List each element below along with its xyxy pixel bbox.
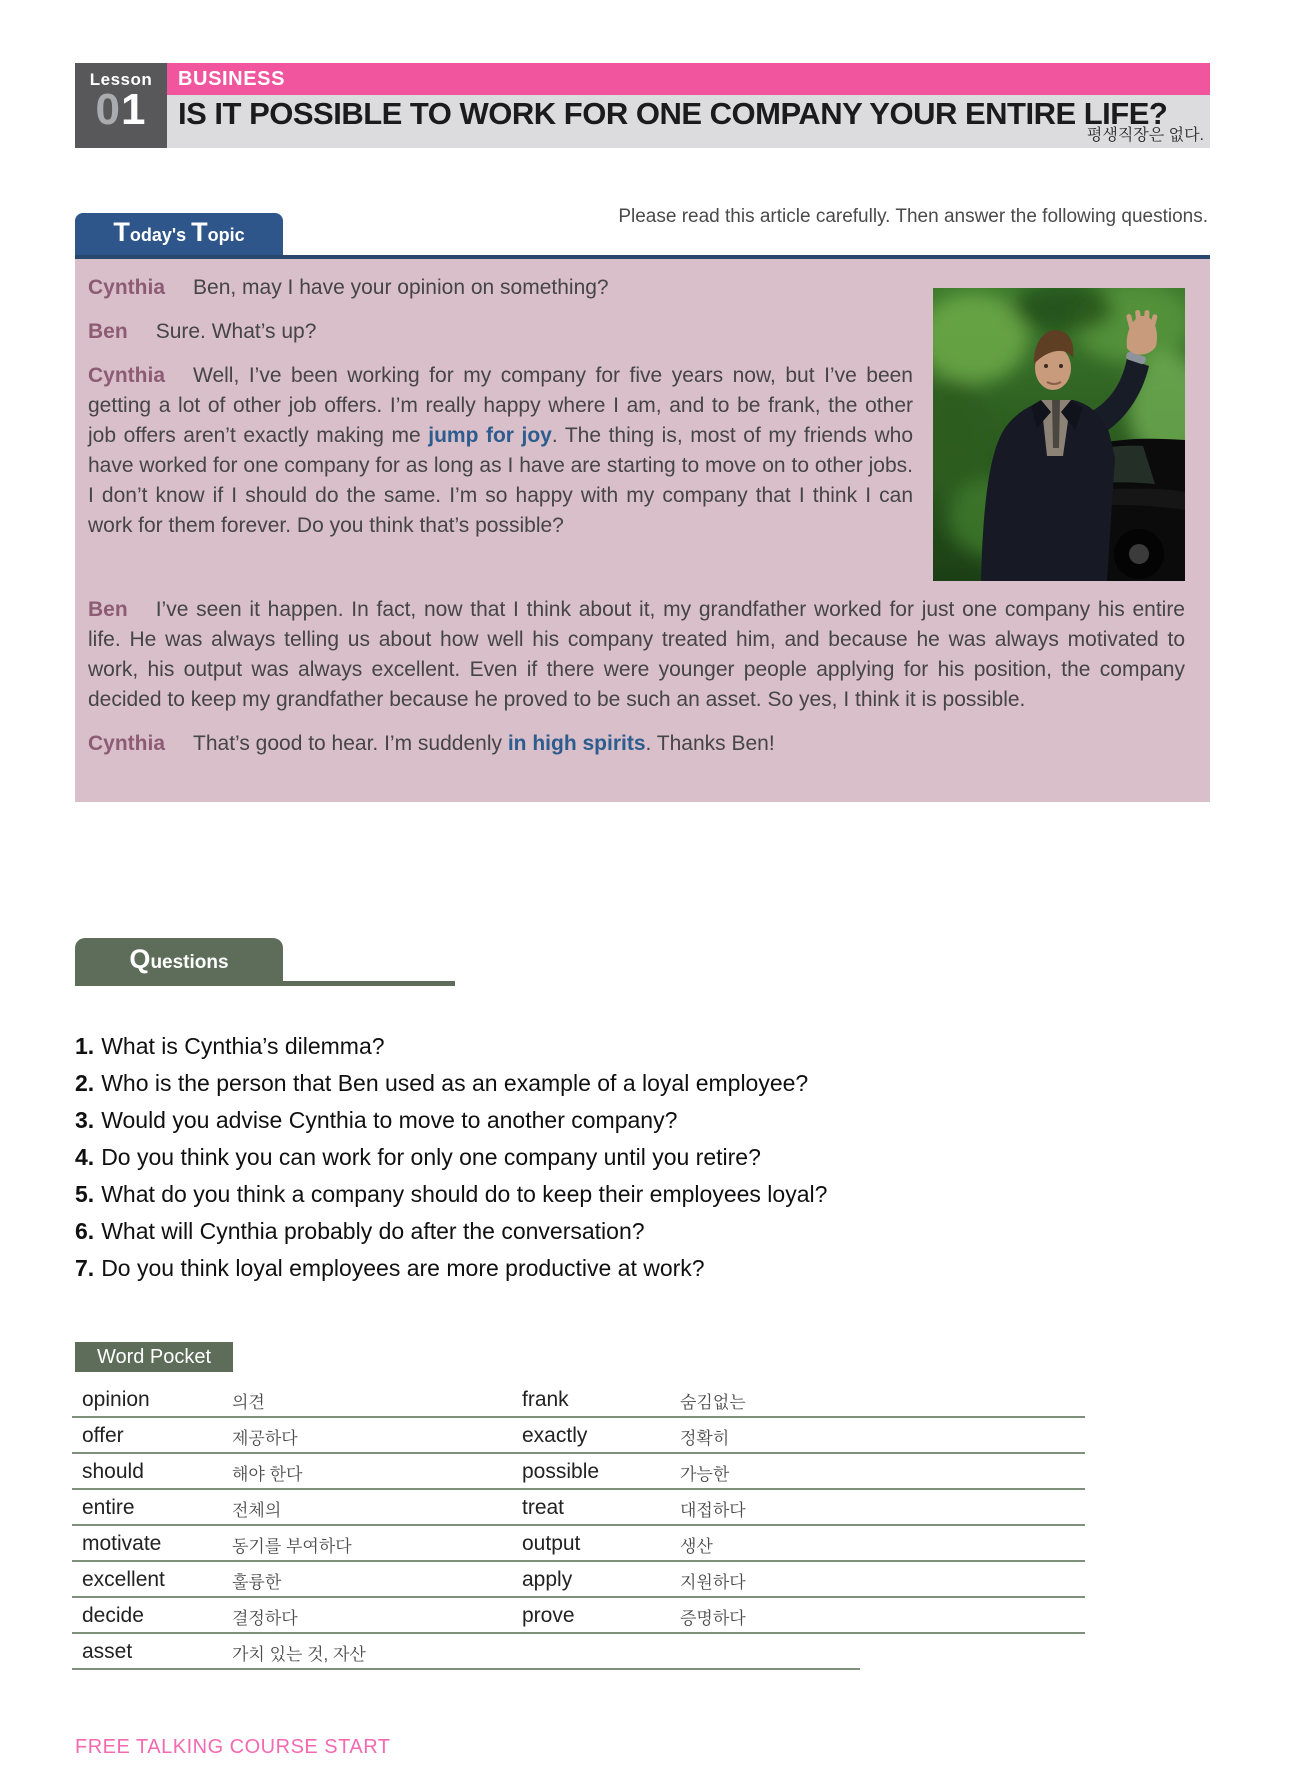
question-number: 5. [75,1181,95,1207]
questions-list [75,1033,1135,1292]
question-text: Do you think you can work for only one company until you retire? [101,1144,761,1170]
word-korean: 대접하다 [680,1500,746,1520]
dialogue-text: Well, I’ve been working for my company for five years now, but I’ve been getting a lot of other job offers. I’m really happy where I am, and to be frank, the other job offers aren’t exactly making me [88,364,913,447]
word-english: entire [82,1496,135,1519]
word-pocket-heading: Word Pocket [75,1342,233,1372]
question-text: Do you think loyal employees are more productive at work? [101,1255,705,1281]
speaker-name: Cynthia [88,732,166,755]
question-number: 2. [75,1070,95,1096]
todays-topic-heading: Today's Topic [75,213,283,255]
word-korean: 전체의 [232,1500,282,1520]
word-row [72,1454,1085,1490]
questions-underline [283,981,455,986]
word-korean: 지원하다 [680,1572,746,1592]
word-pair [72,1496,512,1521]
question-item [75,1033,1135,1059]
word-row [72,1562,1085,1598]
word-row [72,1634,1085,1670]
word-korean: 훌륭한 [232,1572,282,1592]
page-title: IS IT POSSIBLE TO WORK FOR ONE COMPANY YOUR ENTIRE LIFE? [178,96,1168,131]
word-english: opinion [82,1388,150,1411]
question-number: 7. [75,1255,95,1281]
dialogue-text: Ben, may I have your opinion on something? [193,276,609,299]
word-pocket-table [72,1382,1085,1670]
footer-course-label: FREE TALKING COURSE START [75,1736,391,1758]
word-english: should [82,1460,144,1483]
dialogue-text: . Thanks Ben! [645,732,775,755]
dialogue-text: . The thing is, most of my friends who have worked for one company for as long as I have are starting to move on to other jobs. I don’t know if I should do the same. I’m so happy with my company that I think I can work for them forever. Do you think that’s possible? [88,424,913,537]
dialogue-text: That’s good to hear. I’m suddenly [193,732,508,755]
speaker-name: Ben [88,598,128,621]
questions-heading: Questions [75,938,283,986]
question-number: 1. [75,1033,95,1059]
word-pair [512,1388,1085,1413]
instruction-text: Please read this article carefully. Then answer the following questions. [618,206,1208,227]
question-number: 4. [75,1144,95,1170]
word-row [72,1418,1085,1454]
speaker-name: Ben [88,320,128,343]
speaker-name: Cynthia [88,276,166,299]
word-pair [72,1460,512,1485]
word-korean: 결정하다 [232,1608,298,1628]
word-english: possible [522,1460,600,1483]
word-row [72,1490,1085,1526]
dialogue-line [88,595,1185,715]
dialogue-text: I’ve seen it happen. In fact, now that I think about it, my grandfather worked for just one company his entire life. He was always telling us about how well his company treated him, and because he was always motivated to work, his output was always excellent. Even if there were younger people applying for his position, the company decided to keep my grandfather because he proved to be such an asset. So yes, I think it is possible. [88,598,1185,711]
word-korean: 정확히 [680,1428,730,1448]
word-pair [72,1424,512,1449]
word-english: excellent [82,1568,165,1591]
word-english: offer [82,1424,124,1447]
word-english: asset [82,1640,133,1663]
word-pair [512,1460,1085,1485]
word-english: apply [522,1568,573,1591]
question-item [75,1181,1135,1207]
highlighted-phrase: in high spirits [507,732,646,755]
word-korean: 제공하다 [232,1428,298,1448]
question-text: Who is the person that Ben used as an example of a loyal employee? [101,1070,809,1096]
page-subtitle-korean: 평생직장은 없다. [1086,127,1204,144]
word-english: output [522,1532,581,1555]
word-pair [512,1532,1085,1557]
dialogue-text: Sure. What’s up? [155,320,317,343]
word-korean: 의견 [232,1392,265,1412]
word-english: motivate [82,1532,162,1555]
highlighted-phrase: jump for joy [428,424,552,447]
word-korean: 숨김없는 [680,1392,746,1412]
word-pair [512,1424,1085,1449]
lesson-number: 01 [95,85,147,134]
word-korean: 가능한 [680,1464,730,1484]
question-text: What do you think a company should do to keep their employees loyal? [101,1181,828,1207]
man-waving-photo [933,288,1185,581]
word-row [72,1382,1085,1418]
dialogue [88,273,1185,759]
question-text: Would you advise Cynthia to move to another company? [101,1107,678,1133]
word-row [72,1526,1085,1562]
question-text: What will Cynthia probably do after the conversation? [101,1218,645,1244]
word-korean: 가치 있는 것, 자산 [232,1644,366,1664]
word-pair [512,1496,1085,1521]
word-pair [512,1568,1085,1593]
dialogue-line [88,729,1185,759]
word-pair [72,1532,512,1557]
word-pair [72,1640,512,1665]
word-korean: 생산 [680,1536,713,1556]
question-item [75,1107,1135,1133]
category-label: BUSINESS [178,68,286,90]
word-pair [72,1388,512,1413]
category-banner [167,63,1210,95]
question-item [75,1255,1135,1281]
word-row [72,1598,1085,1634]
word-korean: 해야 한다 [232,1464,303,1484]
question-item [75,1218,1135,1244]
question-item [75,1144,1135,1170]
word-korean: 증명하다 [680,1608,746,1628]
word-english: prove [522,1604,575,1627]
man-waving-illustration [933,288,1185,581]
word-korean: 동기를 부여하다 [232,1536,352,1556]
question-number: 6. [75,1218,95,1244]
lesson-badge [75,63,167,148]
question-number: 3. [75,1107,95,1133]
article-box [75,255,1210,802]
lesson-label: Lesson [89,70,153,89]
title-band [167,95,1210,148]
word-english: exactly [522,1424,588,1447]
word-pair [512,1604,1085,1629]
word-english: frank [522,1388,569,1411]
word-pair [72,1568,512,1593]
question-text: What is Cynthia’s dilemma? [101,1033,385,1059]
word-english: decide [82,1604,144,1627]
speaker-name: Cynthia [88,364,166,387]
word-pair [72,1604,512,1629]
word-english: treat [522,1496,565,1519]
question-item [75,1070,1135,1096]
